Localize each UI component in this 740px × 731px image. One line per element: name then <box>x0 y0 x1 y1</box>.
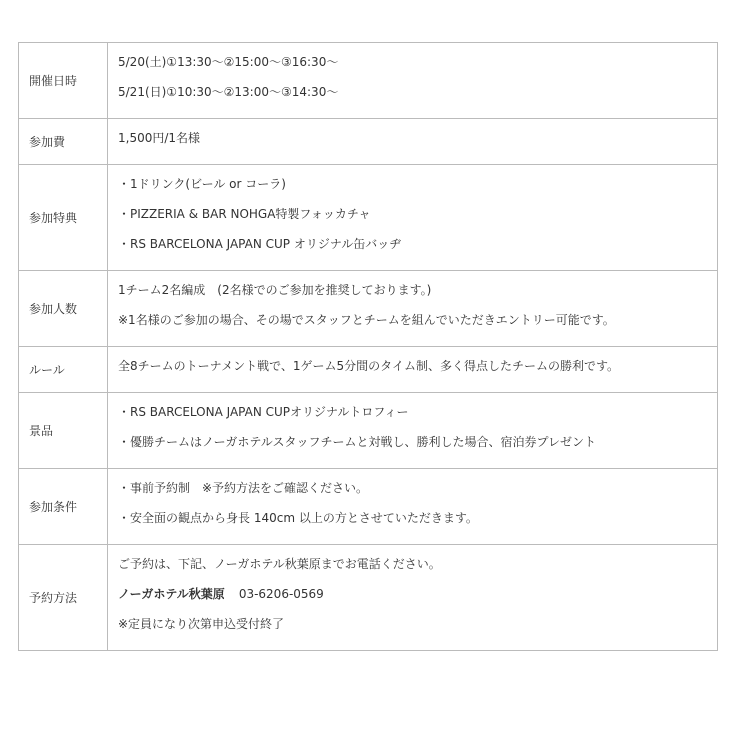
row-value-conditions <box>108 469 718 545</box>
row-value-participants <box>108 271 718 347</box>
table-row-conditions <box>19 469 718 545</box>
benefit-line-drink: ・1ドリンク(ビール or コーラ) <box>118 177 286 191</box>
benefit-line-focaccia: ・PIZZERIA & BAR NOHGA特製フォッカチャ <box>118 207 371 221</box>
row-label-rules: ルール <box>19 347 108 393</box>
row-label-dates: 開催日時 <box>19 43 108 119</box>
table-row-benefits <box>19 165 718 271</box>
event-info-table <box>18 42 718 651</box>
fee-line: 1,500円/1名様 <box>118 131 201 145</box>
row-label-reservation: 予約方法 <box>19 545 108 651</box>
row-label-prizes: 景品 <box>19 393 108 469</box>
condition-line-height: ・安全面の観点から身長 140cm 以上の方とさせていただきます。 <box>118 511 478 525</box>
row-value-reservation <box>108 545 718 651</box>
date-line-saturday: 5/20(土)①13:30〜②15:00〜③16:30〜 <box>118 55 339 69</box>
rules-line: 全8チームのトーナメント戦で、1ゲーム5分間のタイム制、多く得点したチームの勝利です。 <box>118 359 619 373</box>
table-row-rules <box>19 347 718 393</box>
row-value-benefits <box>108 165 718 271</box>
row-label-benefits: 参加特典 <box>19 165 108 271</box>
participants-line-note: ※1名様のご参加の場合、その場でスタッフとチームを組んでいただきエントリー可能です。 <box>118 313 615 327</box>
row-value-prizes <box>108 393 718 469</box>
row-label-participants: 参加人数 <box>19 271 108 347</box>
table-row-reservation <box>19 545 718 651</box>
phone-number[interactable]: 03-6206-0569 <box>238 587 324 601</box>
table-row-dates <box>19 43 718 119</box>
benefit-line-badge: ・RS BARCELONA JAPAN CUP オリジナル缶バッヂ <box>118 237 402 251</box>
participants-line-team: 1チーム2名編成 (2名様でのご参加を推奨しております。) <box>118 283 432 297</box>
table-row-prizes <box>19 393 718 469</box>
row-value-rules <box>108 347 718 393</box>
prize-line-stay: ・優勝チームはノーガホテルスタッフチームと対戦し、勝利した場合、宿泊券プレゼント <box>118 435 596 449</box>
table-row-fee <box>19 119 718 165</box>
prize-line-trophy: ・RS BARCELONA JAPAN CUPオリジナルトロフィー <box>118 405 409 419</box>
condition-line-reservation: ・事前予約制 ※予約方法をご確認ください。 <box>118 481 369 495</box>
date-line-sunday: 5/21(日)①10:30〜②13:00〜③14:30〜 <box>118 85 339 99</box>
row-value-dates <box>108 43 718 119</box>
reservation-note: ※定員になり次第申込受付終了 <box>118 617 285 631</box>
table-row-participants <box>19 271 718 347</box>
row-label-conditions: 参加条件 <box>19 469 108 545</box>
hotel-name: ノーガホテル秋葉原 <box>118 587 225 601</box>
row-label-fee: 参加費 <box>19 119 108 165</box>
reservation-intro: ご予約は、下記、ノーガホテル秋葉原までお電話ください。 <box>118 557 441 571</box>
row-value-fee <box>108 119 718 165</box>
reservation-contact <box>118 579 707 609</box>
